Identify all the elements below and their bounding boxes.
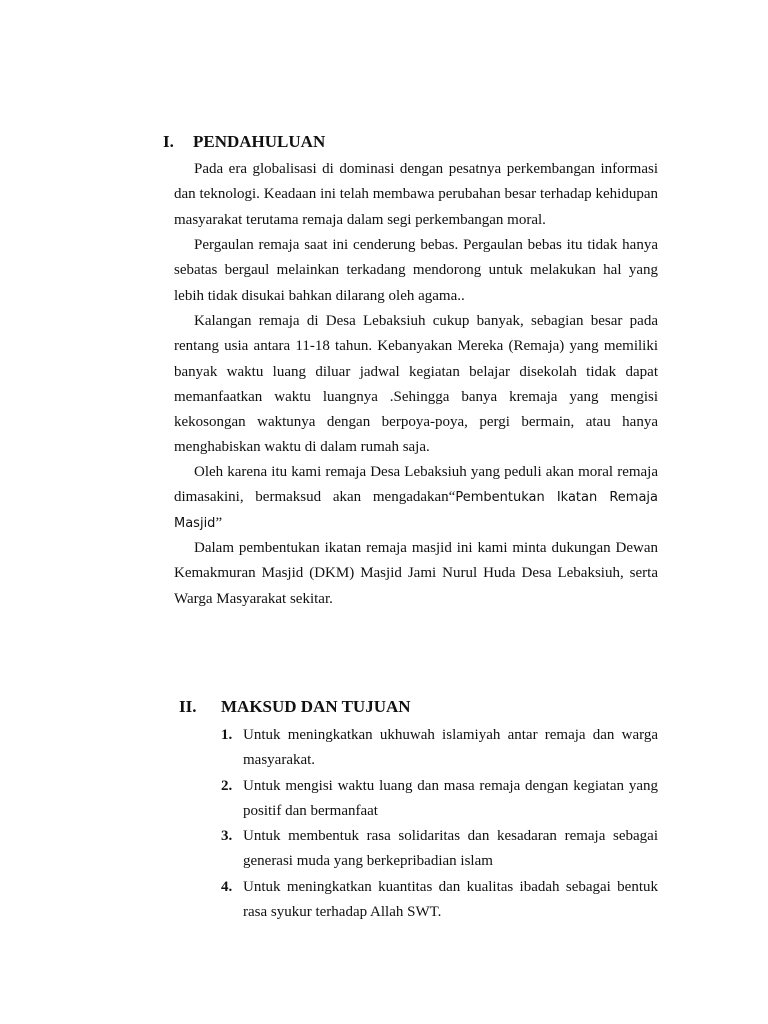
section-number: I. (163, 132, 174, 151)
list-item (221, 875, 658, 926)
section-number: II. (179, 697, 197, 716)
list-item-text: Untuk meningkatkan ukhuwah islamiyah antar remaja dan warga masyarakat. (243, 727, 658, 769)
quoted-title: Pembentukan Ikatan Remaja Masjid (174, 490, 658, 531)
paragraph: Pada era globalisasi di dominasi dengan pesatnya perkembangan informasi dan teknologi. Keadaan ini telah membawa perubahan besar terhadap kehidupan masyarakat terutama remaja dalam segi perkembangan moral. (174, 161, 658, 228)
list-marker: 3. (221, 828, 233, 845)
list-item (221, 723, 658, 774)
paragraph: Pergaulan remaja saat ini cenderung bebas. Pergaulan bebas itu tidak hanya sebatas bergaul melainkan terkadang mendorong untuk melakukan hal yang lebih tidak disukai bahkan dilarang oleh agama.. (174, 237, 658, 304)
list-marker: 2. (221, 777, 233, 794)
list-marker: 1. (221, 727, 233, 743)
goals-list (221, 723, 658, 925)
paragraph-lead: Oleh karena itu kami remaja Desa Lebaksiuh yang peduli akan moral remaja dimasakini, bermaksud akan mengadakan“ (174, 464, 658, 506)
list-item-text: Untuk meningkatkan kuantitas dan kualitas ibadah sebagai bentuk rasa syukur terhadap Allah SWT. (243, 878, 658, 921)
section-title: PENDAHULUAN (193, 132, 326, 151)
list-item-text: Untuk membentuk rasa solidaritas dan kesadaran remaja sebagai generasi muda yang berkepribadian islam (243, 828, 658, 870)
section-heading-pendahuluan (163, 132, 463, 154)
section-title: MAKSUD DAN TUJUAN (221, 697, 411, 716)
paragraph (174, 460, 658, 536)
list-item (221, 774, 658, 825)
closing-quote: ” (215, 514, 223, 531)
section-heading-maksud-tujuan (179, 697, 479, 719)
list-marker: 4. (221, 878, 233, 895)
list-item-text: Untuk mengisi waktu luang dan masa remaja dengan kegiatan yang positif dan bermanfaat (243, 777, 658, 819)
paragraph: Dalam pembentukan ikatan remaja masjid ini kami minta dukungan Dewan Kemakmuran Masjid (DKM) Masjid Jami Nurul Huda Desa Lebaksiuh, serta Warga Masyarakat sekitar. (174, 540, 658, 607)
list-item (221, 824, 658, 875)
paragraph: Kalangan remaja di Desa Lebaksiuh cukup banyak, sebagian besar pada rentang usia antara 11-18 tahun. Kebanyakan Mereka (Remaja) yang memiliki banyak waktu luang diluar jadwal kegiatan belajar disekolah tidak dapat memanfaatkan waktu luangnya .Sehingga banya kremaja yang mengisi kekosongan waktunya dengan berpoya-poya, pergi bermain, atau hanya menghabiskan waktu di dalam rumah saja. (174, 313, 658, 456)
